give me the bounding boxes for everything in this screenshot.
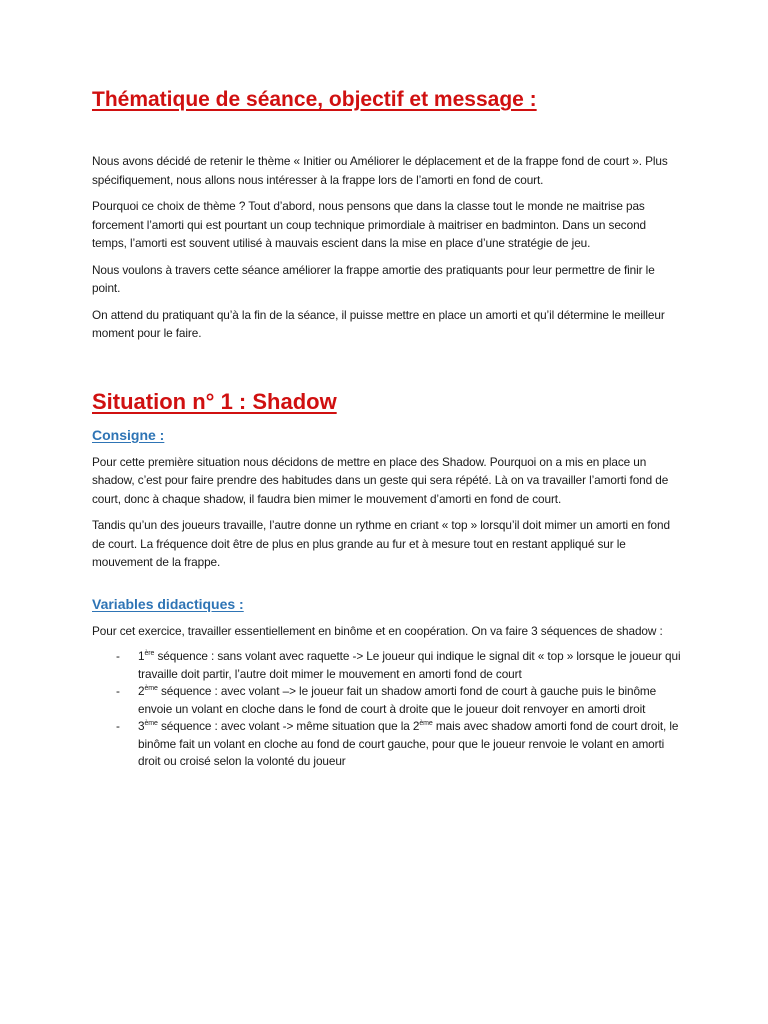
- list-dash: -: [116, 719, 120, 733]
- sequence-number: 1: [138, 649, 145, 663]
- paragraph: Nous voulons à travers cette séance améliorer la frappe amortie des pratiquants pour leur permettre de finir le point.: [92, 262, 655, 295]
- list-dash: -: [116, 649, 120, 663]
- paragraph: Pour cette première situation nous décidons de mettre en place des Shadow. Pourquoi on a mis en place un shadow, c’est pour faire prendre des habitudes dans un geste qui sera répété. Là on va travailler l’amorti fond de court, donc à chaque shadow, il faudra bien mimer le mouvement d’amorti en fond de court.: [92, 454, 669, 506]
- sequence-text: séquence : avec volant –> le joueur fait un shadow amorti fond de court à gauche puis le binôme envoie un volant en cloche dans le fond de court à droite que le joueur doit renvoyer en amorti droit: [138, 684, 657, 716]
- sequence-number: 3: [138, 719, 145, 733]
- ordinal-suffix: ème: [144, 720, 158, 728]
- ordinal-suffix: ème: [144, 685, 158, 693]
- sequence-list: [92, 648, 682, 771]
- list-item: [92, 648, 682, 683]
- list-item: [92, 683, 682, 718]
- ordinal-suffix: ème: [419, 720, 433, 728]
- paragraph: Pour cet exercice, travailler essentiellement en binôme et en coopération. On va faire 3 séquences de shadow :: [92, 623, 663, 638]
- subheading-consigne: Consigne :: [92, 426, 165, 443]
- document-content: [92, 88, 682, 771]
- section-title-situation: Situation n° 1 : Shadow: [92, 388, 337, 414]
- sequence-number: 2: [138, 684, 145, 698]
- section-title-thematique: Thématique de séance, objectif et message :: [92, 88, 537, 111]
- paragraph: Tandis qu’un des joueurs travaille, l’autre donne un rythme en criant « top » lorsqu’il doit mimer un amorti en fond de court. La fréquence doit être de plus en plus grande au fur et à mesure tout en restant appliqué sur le mouvement de la frappe.: [92, 518, 670, 569]
- sequence-text: mais avec shadow amorti fond de court droit, le binôme fait un volant en cloche au fond de court gauche, pour que le joueur renvoie le volant en amorti droit ou croisé selon la volonté du joueur: [138, 719, 679, 768]
- sequence-text: séquence : sans volant avec raquette -> Le joueur qui indique le signal dit « top » lorsque le joueur qui travaille doit partir, l’autre doit mimer le mouvement en amorti fond de court: [138, 649, 681, 681]
- list-dash: -: [116, 684, 120, 698]
- paragraph: On attend du pratiquant qu’à la fin de la séance, il puisse mettre en place un amorti et qu’il détermine le meilleur moment pour le faire.: [92, 307, 665, 340]
- subheading-variables: Variables didactiques :: [92, 595, 244, 612]
- list-item: [92, 718, 682, 771]
- ordinal-suffix: ère: [144, 650, 155, 658]
- paragraph: Nous avons décidé de retenir le thème « Initier ou Améliorer le déplacement et de la frappe fond de court ». Plus spécifiquement, nous allons nous intéresser à la frappe lors de l’amorti en fond de court.: [92, 154, 668, 187]
- sequence-text: séquence : avec volant -> même situation que la 2: [157, 719, 420, 733]
- paragraph: Pourquoi ce choix de thème ? Tout d’abord, nous pensons que dans la classe tout le monde ne maitrise pas forcement l’amorti qui est pourtant un coup technique primordiale à maitriser en badminton. Dans un second temps, l’amorti est souvent utilisé à mauvais escient dans la mise en place d’une stratégie de jeu.: [92, 199, 646, 250]
